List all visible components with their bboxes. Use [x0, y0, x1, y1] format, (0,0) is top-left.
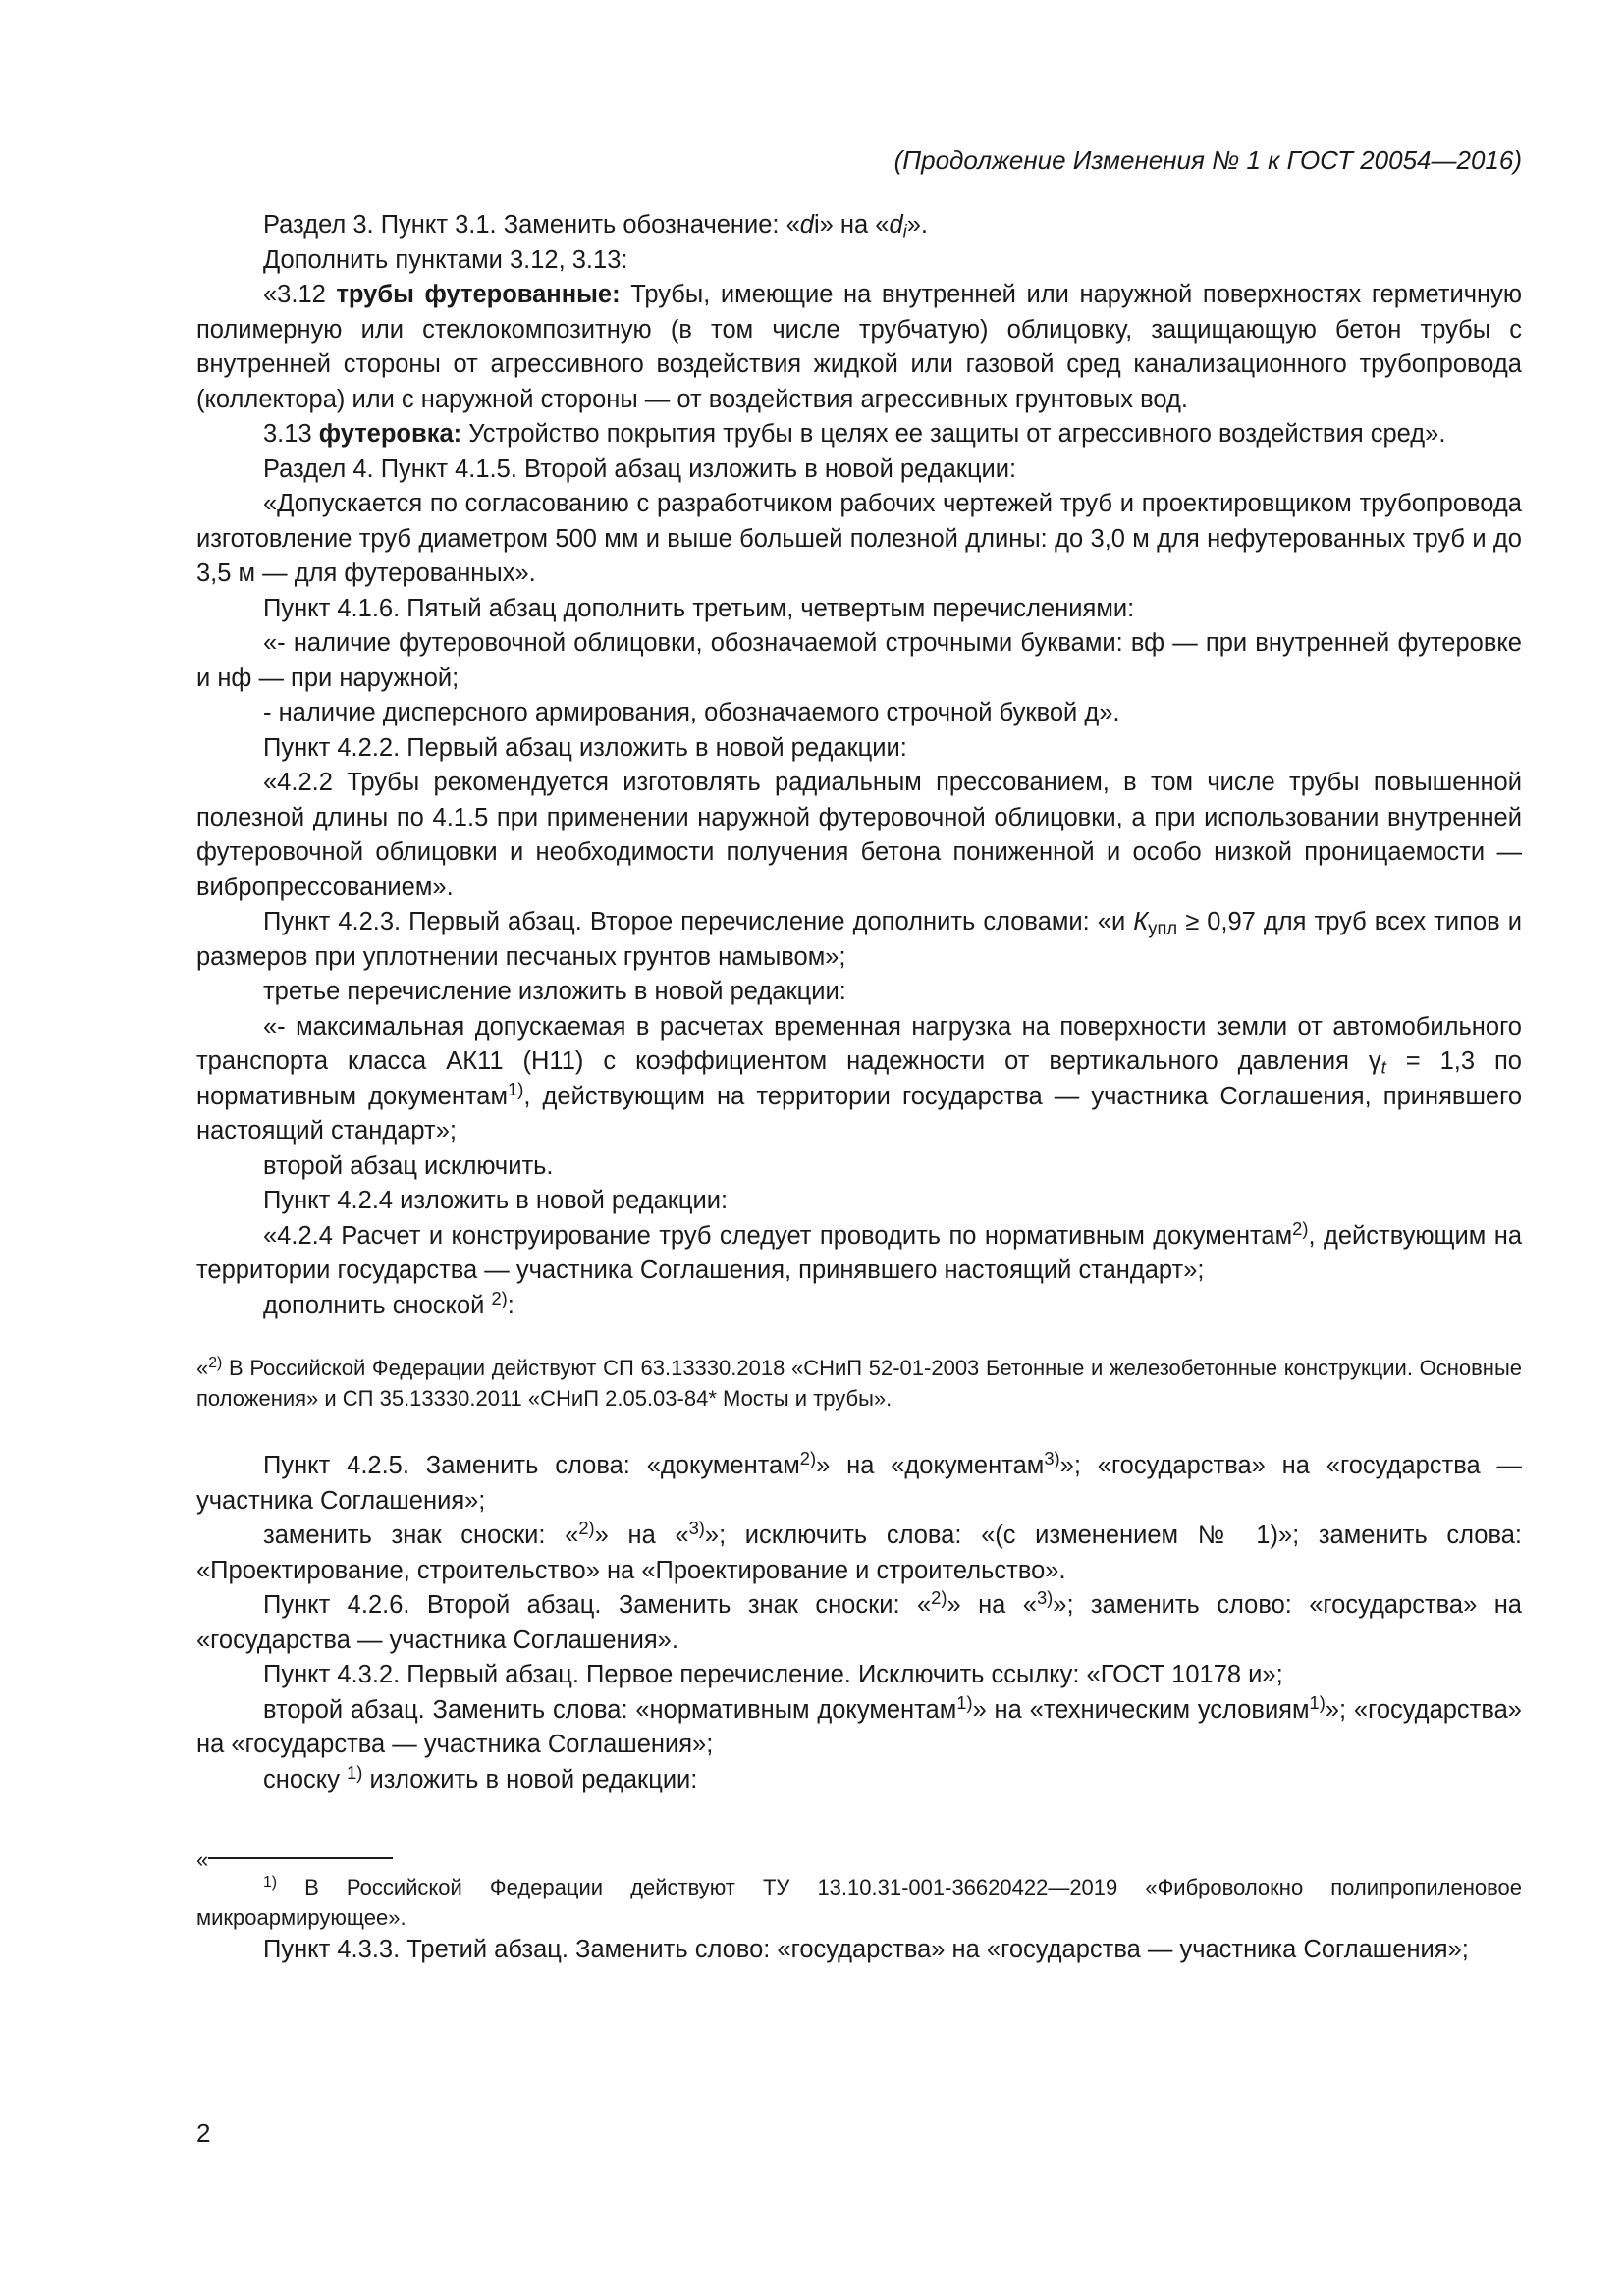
- text-fragment: Трубы, имеющие на внутренней или наружной поверхностях герметичную полимерную или стеклокомпозитную (в том числе трубчатую) облицовку, защищающую бетон трубы с внутренней стороны от агрессивного воздействия жидкой или газовой сред канализационного трубопровода (коллектора) или с наружной стороны — от воздействия агрессивных грунтовых вод.: [196, 281, 1522, 413]
- text-fragment: изложить в новой редакции:: [362, 1765, 698, 1793]
- text-fragment: ≥ 0,97 для труб всех типов и размеров при уплотнении песчаных грунтов намывом»;: [196, 908, 1522, 971]
- text-fragment: «4.2.4 Расчет и конструирование труб следует проводить по нормативным документам: [263, 1221, 1293, 1250]
- text-fragment: » на «: [947, 1591, 1037, 1619]
- text-fragment: «3.12: [263, 281, 337, 308]
- paragraph-4-1-5-text: «Допускается по согласованию с разработчиком рабочих чертежей труб и проектировщиком трубопровода изготовление труб диаметром 500 мм и выше большей полезной длины: до 3,0 м для нефутерованных труб и до 3,5 м — для футерованных».: [196, 490, 1522, 587]
- paragraph-4-2-2: Пункт 4.2.2. Первый абзац изложить в новой редакции:: [263, 733, 907, 762]
- text-fragment: »; «государства» на «государства — участника Соглашения»;: [196, 1452, 1523, 1515]
- paragraph-4-2-4-text: [196, 1219, 1522, 1289]
- paragraph-3-13: [196, 417, 1522, 453]
- term-bold: трубы футерованные:: [336, 281, 621, 308]
- subscript-upl: упл: [1148, 917, 1178, 938]
- symbol-d: d: [799, 211, 814, 239]
- symbol-k: К: [1133, 908, 1149, 935]
- paragraph-add-items: Дополнить пунктами 3.12, 3.13:: [263, 245, 628, 274]
- text-fragment: «- максимальная допускаемая в расчетах временная нагрузка на поверхности земли от автомобильного транспорта класса АК11 (Н11) с коэффициентом надежности от вертикального давления: [196, 1012, 1522, 1075]
- text-fragment: Устройство покрытия трубы в целях ее защиты от агрессивного воздействия сред».: [461, 420, 1446, 448]
- text-fragment: »; исключить слова: «(с изменением № 1)»; заменить слова: «Проектирование, строительство» на «Проектирование и строительство».: [196, 1522, 1522, 1584]
- text-fragment: В Российской Федерации действуют ТУ 13.10.31-001-36620422—2019 «Фиброволокно полипропиленовое микроармирующее».: [196, 1875, 1522, 1930]
- text-fragment: = 1,3 по нормативным документам: [196, 1047, 1522, 1110]
- text-fragment: заменить знак сноски: «: [263, 1522, 579, 1549]
- term-bold: футеровка:: [318, 420, 462, 448]
- paragraph-load-item: [196, 1010, 1522, 1149]
- footnote-marker: 1): [956, 1691, 973, 1713]
- paragraph-4-2-2-text: «4.2.2 Трубы рекомендуется изготовлять радиальным прессованием, в том числе трубы повышенной полезной длины по 4.1.5 при применении наружной футеровочной облицовки, а при использовании внутренней футеровочной облицовки и необходимости получения бетона пониженной и особо низкой проницаемости — вибропрессованием».: [196, 769, 1522, 901]
- text-fragment: , действующим на территории государства — участника Соглашения, принявшего настоящий стандарт»;: [196, 1082, 1523, 1145]
- footnote-marker: 1): [263, 1874, 278, 1892]
- paragraph-3-12: [196, 278, 1522, 417]
- document-body: [196, 208, 1522, 1968]
- subscript-t: t: [1380, 1056, 1386, 1078]
- text-fragment: дополнить сноской: [263, 1291, 492, 1319]
- paragraph-second-abzac: [196, 1693, 1522, 1763]
- spacer: [196, 1797, 1522, 1844]
- text-fragment: » на «техническим условиям: [972, 1695, 1310, 1724]
- paragraph-exclude: второй абзац исключить.: [263, 1151, 554, 1180]
- text-fragment: » на «: [594, 1522, 689, 1549]
- symbol-gamma: γ: [1368, 1047, 1381, 1075]
- text-fragment: сноску: [263, 1765, 348, 1793]
- paragraph-section4: Раздел 4. Пункт 4.1.5. Второй абзац изложить в новой редакции:: [263, 454, 1017, 483]
- text-fragment: «: [196, 1356, 209, 1380]
- paragraph-4-3-2: Пункт 4.3.2. Первый абзац. Первое перечисление. Исключить ссылку: «ГОСТ 10178 и»;: [263, 1661, 1283, 1688]
- footnote-marker: 2): [931, 1586, 947, 1608]
- footnote-2: [196, 1353, 1522, 1414]
- page-header: (Продолжение Изменения № 1 к ГОСТ 20054—2016): [893, 145, 1522, 175]
- paragraph-4-2-6: [196, 1588, 1522, 1658]
- paragraph-lining-item: «- наличие футеровочной облицовки, обозначаемой строчными буквами: вф — при внутренней футеровке и нф — при наружной;: [196, 629, 1522, 692]
- page-number: 2: [196, 2118, 211, 2148]
- text-fragment: :: [507, 1291, 514, 1319]
- paragraph-add-footnote: [196, 1289, 1522, 1324]
- text-fragment: Раздел 3. Пункт 3.1. Заменить обозначение: «: [263, 211, 800, 239]
- paragraph-third-item: третье перечисление изложить в новой редакции:: [263, 978, 846, 1005]
- text-fragment: Пункт 4.2.6. Второй абзац. Заменить знак сноски: «: [263, 1591, 932, 1619]
- text-fragment: 3.13: [263, 420, 319, 448]
- paragraph-4-3-3: Пункт 4.3.3. Третий абзац. Заменить слово: «государства» на «государства — участника Соглашения»;: [263, 1936, 1469, 1963]
- footnote-marker: 2): [578, 1517, 595, 1538]
- footnote-marker: 1): [1309, 1691, 1326, 1713]
- paragraph-footnote-sign: [196, 1519, 1522, 1588]
- symbol-d: d: [889, 211, 903, 239]
- paragraph-section3: [196, 208, 1522, 243]
- opening-quote: «: [196, 1847, 209, 1872]
- paragraph-4-2-5: [196, 1449, 1522, 1519]
- text-fragment: »; «государства» на «государства — участника Соглашения»;: [196, 1695, 1522, 1758]
- text-fragment: второй абзац. Заменить слова: «нормативным документам: [263, 1695, 957, 1724]
- text-fragment: ».: [906, 211, 928, 239]
- paragraph-4-1-6: Пункт 4.1.6. Пятый абзац дополнить третьим, четвертым перечислениями:: [263, 594, 1135, 622]
- footnote-rule: [196, 1847, 1522, 1872]
- footnote-marker: 2): [799, 1447, 817, 1468]
- paragraph-footnote-1: [196, 1763, 1522, 1798]
- footnote-marker: 3): [1036, 1586, 1054, 1608]
- footnote-marker: 2): [208, 1355, 223, 1372]
- text-fragment: В Российской Федерации действуют СП 63.13330.2018 «СНиП 52-01-2003 Бетонные и железобетонные конструкции. Основные положения» и СП 35.13330.2011 «СНиП 2.05.03-84* Мосты и трубы».: [196, 1356, 1522, 1411]
- text-fragment: »; заменить слово: «государства» на «государства — участника Соглашения».: [196, 1591, 1522, 1654]
- footnote-marker: 2): [1292, 1217, 1309, 1239]
- paragraph-4-2-4: Пункт 4.2.4 изложить в новой редакции:: [263, 1187, 729, 1214]
- footnote-marker: 1): [508, 1078, 524, 1099]
- footnote-separator-line: [208, 1857, 393, 1859]
- subscript-i: i: [902, 220, 907, 241]
- text-fragment: Пункт 4.2.5. Заменить слова: «документам: [263, 1452, 800, 1479]
- paragraph-4-2-3: [196, 905, 1522, 975]
- text-fragment: » на «документам: [816, 1452, 1045, 1479]
- footnote-marker: 3): [688, 1517, 705, 1538]
- paragraph-reinforcement-item: - наличие дисперсного армирования, обозначаемого строчной буквой д».: [263, 699, 1120, 726]
- footnote-1: [196, 1872, 1522, 1933]
- text-fragment: , действующим на территории государства — участника Соглашения, принявшего настоящий стандарт»;: [196, 1221, 1522, 1284]
- footnote-marker: 3): [1044, 1447, 1060, 1468]
- footnote-marker: 1): [347, 1761, 363, 1783]
- text-fragment: Пункт 4.2.3. Первый абзац. Второе перечисление дополнить словами: «и: [263, 908, 1134, 935]
- footnote-marker: 2): [491, 1287, 508, 1308]
- text-fragment: i» на «: [813, 211, 890, 239]
